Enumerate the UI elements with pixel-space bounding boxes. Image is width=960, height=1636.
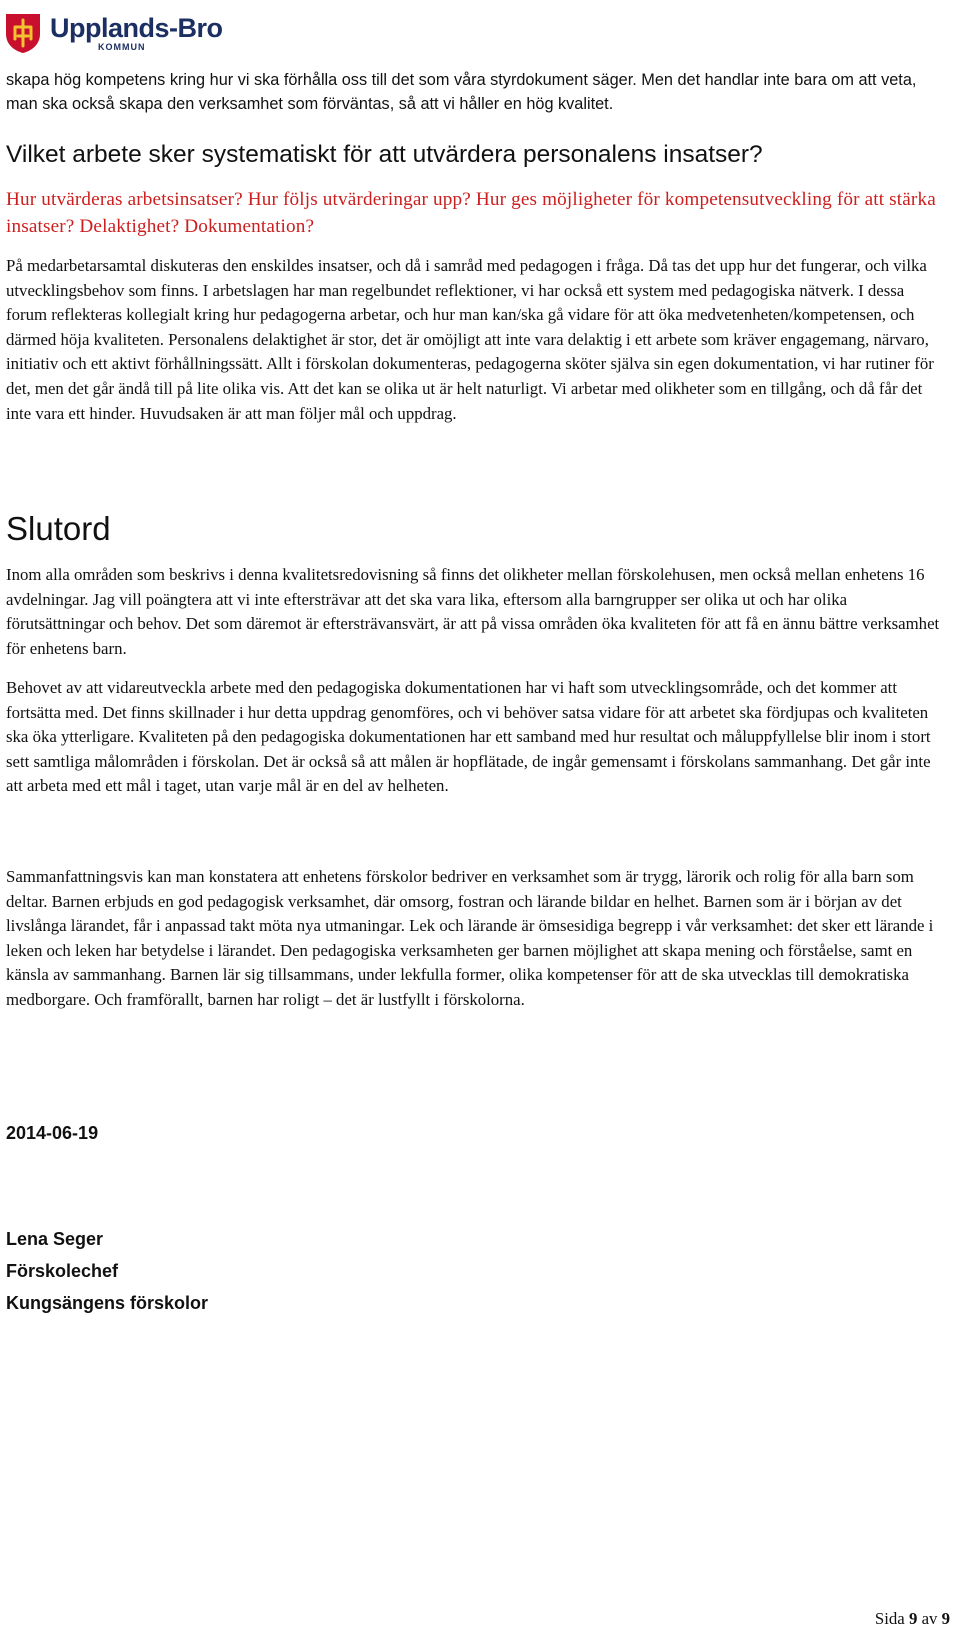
logo-name: Upplands-Bro	[50, 12, 223, 43]
signature-block	[6, 1223, 208, 1319]
page-prefix: Sida	[874, 1609, 905, 1628]
logo-sub: KOMMUN	[98, 41, 146, 52]
question-answer: På medarbetarsamtal diskuteras den enskildes insatser, och då i samråd med pedagogen i fråga. Då tas det upp hur det fungerar, och vilka utvecklingsbehov som finns. I arbetslagen har man regelbundet reflektioner, vi har också ett system med pedagogiska nätverk. I dessa forum reflekteras kollegialt kring hur pedagogerna arbetar, och hur man kan/ska gå vidare för att öka medvetenheten/kompetensen, och därmed höja kvaliteten. Personalens delaktighet är stor, det är omöjligt att inte vara delaktig i ett arbete som kräver engagemang, närvaro, initiativ och ett aktivt förhållningssätt. Allt i förskolan dokumenteras, pedagogerna sköter själva sin egen dokumentation, vi har rutiner för det, men det går ändå till på lite olika vis. Att det kan se olika ut är helt naturligt. Vi arbetar med olikheter som en tillgång, och då får det inte vara ett hinder. Huvudsaken är att man följer mål och uppdrag.	[6, 256, 934, 423]
page-total: 9	[941, 1609, 950, 1628]
slutord-heading: Slutord	[6, 510, 111, 547]
intro-paragraph: skapa hög kompetens kring hur vi ska förhålla oss till det som våra styrdokument säger. Men det handlar inte bara om att veta, man ska också skapa den verksamhet som förväntas, så att vi håller en hög kvalitet.	[6, 71, 917, 113]
page-current: 9	[908, 1609, 918, 1628]
document-date: 2014-06-19	[6, 1123, 99, 1143]
page-separator: av	[921, 1609, 938, 1628]
kommun-logo	[4, 4, 226, 62]
signature-name: Lena Seger	[6, 1229, 104, 1249]
question-subheading: Hur utvärderas arbetsinsatser? Hur följs utvärderingar upp? Hur ges möjligheter för kompetensutveckling för att stärka insatser? Delaktighet? Dokumentation?	[6, 189, 936, 237]
page-number	[875, 1608, 950, 1630]
slutord-paragraph-1: Inom alla områden som beskrivs i denna kvalitetsredovisning så finns det olikheter mellan förskolehusen, men också mellan enhetens 16 avdelningar. Jag vill poängtera att vi inte eftersträvar att det ska vara lika, eftersom alla barngrupper ser olika ut och har olika förutsättningar och behov. Det som däremot är eftersträvansvärt, är att på vissa områden öka kvaliteten för att få en ännu bättre verksamhet för enhetens barn.	[6, 565, 940, 658]
signature-title: Förskolechef	[6, 1261, 119, 1281]
crest-icon	[4, 12, 42, 54]
signature-unit: Kungsängens förskolor	[6, 1293, 209, 1313]
question-heading: Vilket arbete sker systematiskt för att utvärdera personalens insatser?	[6, 141, 763, 168]
slutord-paragraph-2: Behovet av att vidareutveckla arbete med den pedagogiska dokumentationen har vi haft som utvecklingsområde, och det kommer att fortsätta med. Det finns skillnader i hur detta uppdrag genomföres, och vi behöver satsa vidare för att arbetet ska fördjupas och kvaliteten ska öka ytterligare. Kvaliteten på den pedagogiska dokumentationen har ett samband med hur resultat och måluppfyllelse blir inom i stort sett samtliga målområden i förskolan. Det är också så att målen är hopflätade, de ingår gemensamt i förskolans sammanhang. Det går inte att arbeta med ett mål i taget, utan varje mål är en del av helheten.	[6, 678, 931, 796]
slutord-paragraph-3: Sammanfattningsvis kan man konstatera att enhetens förskolor bedriver en verksamhet som är trygg, lärorik och rolig för alla barn som deltar. Barnen erbjuds en god pedagogisk verksamhet, där omsorg, fostran och lärande bildar en helhet. Barnen som är i början av det livslånga lärandet, får i anpassad takt möta nya utmaningar. Lek och lärande är ömsesidiga begrepp i vår verksamhet: det sker ett lärande i leken och leken har betydelse i lärandet. Den pedagogiska verksamheten ger barnen möjlighet att skapa mening och förståelse, samt en känsla av sammanhang. Barnen lär sig tillsammans, under lekfulla former, olika kompetenser för att de ska utvecklas till demokratiska medborgare. Och framförallt, barnen har roligt – det är lustfyllt i förskolorna.	[6, 867, 934, 1009]
